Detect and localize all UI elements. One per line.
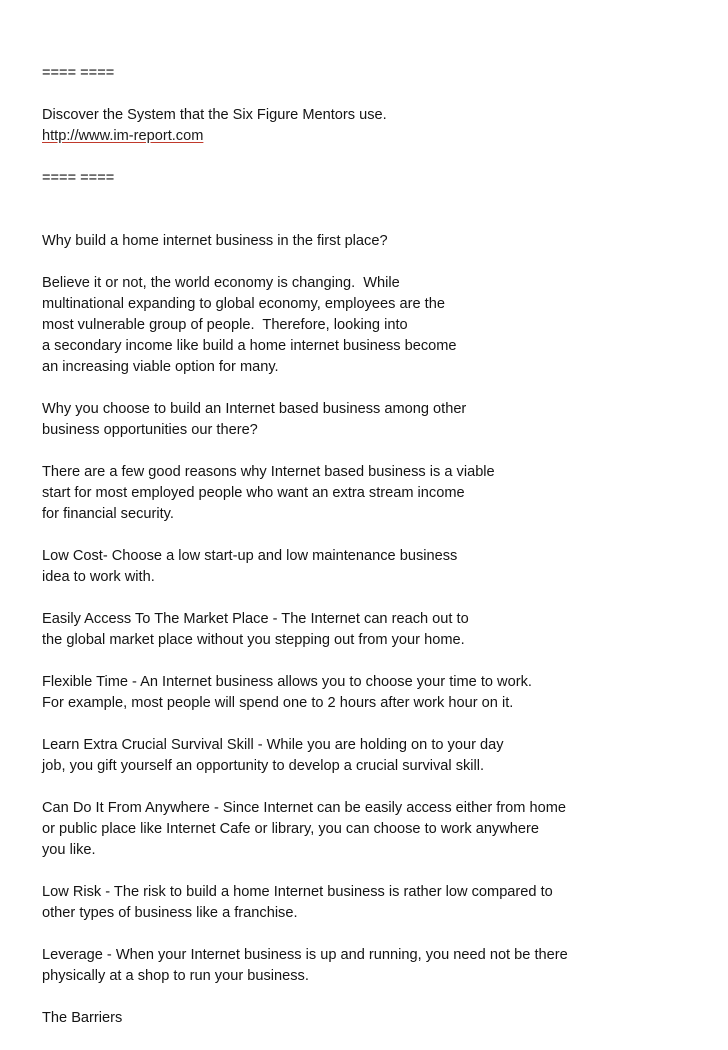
- promo-block: [42, 105, 702, 147]
- paragraph-line: job, you gift yourself an opportunity to develop a crucial survival skill.: [42, 758, 485, 774]
- paragraph-line: most vulnerable group of people. Therefore, looking into: [42, 317, 408, 333]
- paragraph-line: Easily Access To The Market Place - The Internet can reach out to: [42, 611, 469, 627]
- article-paragraph: [42, 945, 702, 987]
- paragraph-line: business opportunities our there?: [42, 422, 258, 438]
- paragraph-line: Flexible Time - An Internet business allows you to choose your time to work.: [42, 674, 532, 690]
- paragraph-line: idea to work with.: [42, 569, 155, 585]
- article-body: [42, 231, 702, 1029]
- paragraph-line: Why you choose to build an Internet based business among other: [42, 401, 467, 417]
- article-paragraph: [42, 231, 702, 252]
- paragraph-line: Learn Extra Crucial Survival Skill - While you are holding on to your day: [42, 737, 504, 753]
- paragraph-line: For example, most people will spend one to 2 hours after work hour on it.: [42, 695, 514, 711]
- header-separator-bottom: [42, 168, 702, 189]
- paragraph-line: start for most employed people who want an extra stream income: [42, 485, 465, 501]
- paragraph-line: Why build a home internet business in the first place?: [42, 233, 388, 249]
- article-paragraph: [42, 735, 702, 777]
- paragraph-line: Believe it or not, the world economy is changing. While: [42, 275, 400, 291]
- article-paragraph: [42, 399, 702, 441]
- article-paragraph: [42, 546, 702, 588]
- paragraph-line: Can Do It From Anywhere - Since Internet can be easily access either from home: [42, 800, 566, 816]
- paragraph-line: There are a few good reasons why Internet based business is a viable: [42, 464, 495, 480]
- document-page: [42, 63, 702, 1050]
- article-paragraph: [42, 273, 702, 378]
- article-paragraph: [42, 882, 702, 924]
- promo-text: Discover the System that the Six Figure Mentors use.: [42, 107, 387, 123]
- article-paragraph: [42, 1008, 702, 1029]
- paragraph-line: an increasing viable option for many.: [42, 359, 279, 375]
- paragraph-line: other types of business like a franchise.: [42, 905, 298, 921]
- paragraph-line: you like.: [42, 842, 96, 858]
- paragraph-line: the global market place without you stepping out from your home.: [42, 632, 465, 648]
- paragraph-line: or public place like Internet Cafe or library, you can choose to work anywhere: [42, 821, 539, 837]
- article-paragraph: [42, 798, 702, 861]
- article-paragraph: [42, 462, 702, 525]
- paragraph-line: The Barriers: [42, 1010, 123, 1026]
- paragraph-line: physically at a shop to run your business.: [42, 968, 309, 984]
- article-paragraph: [42, 609, 702, 651]
- paragraph-line: Low Cost- Choose a low start-up and low maintenance business: [42, 548, 458, 564]
- paragraph-line: Low Risk - The risk to build a home Internet business is rather low compared to: [42, 884, 553, 900]
- paragraph-line: Leverage - When your Internet business is up and running, you need not be there: [42, 947, 568, 963]
- paragraph-line: a secondary income like build a home internet business become: [42, 338, 457, 354]
- separator-text: ==== ====: [42, 65, 115, 81]
- paragraph-line: for financial security.: [42, 506, 174, 522]
- paragraph-line: multinational expanding to global economy, employees are the: [42, 296, 445, 312]
- article-paragraph: [42, 672, 702, 714]
- header-separator-top: [42, 63, 702, 84]
- separator-text: ==== ====: [42, 170, 115, 186]
- promo-link[interactable]: http://www.im-report.com: [42, 128, 204, 144]
